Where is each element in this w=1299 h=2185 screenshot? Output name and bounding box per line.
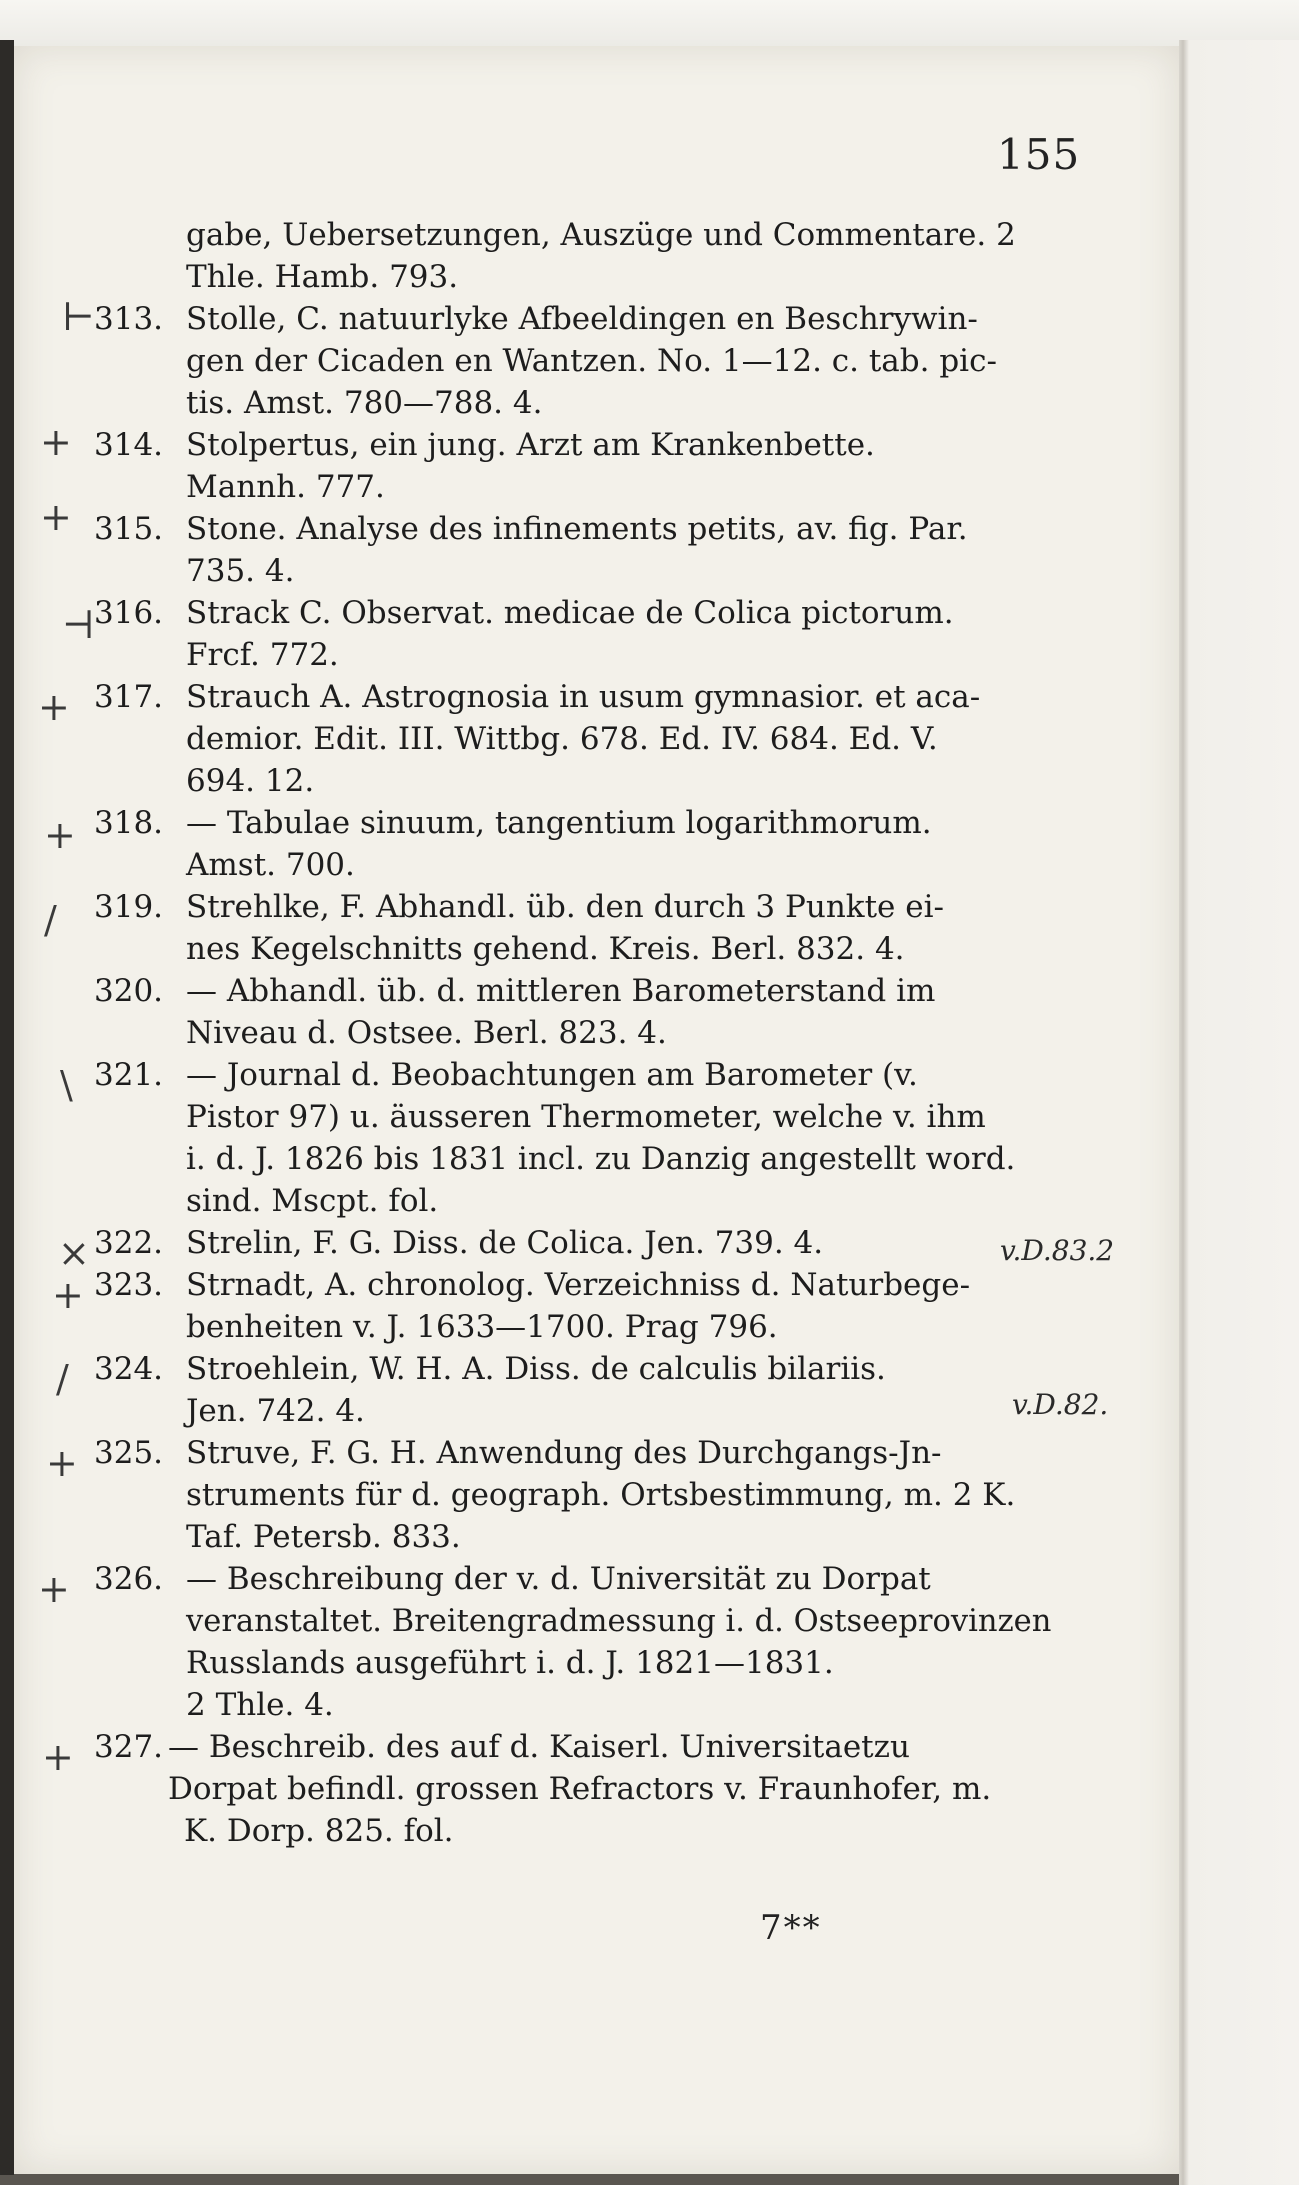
entry-text: Dorpat befindl. grossen Refractors v. Fraunhofer, m.	[168, 1771, 992, 1807]
margin-cross-mark: +	[40, 495, 72, 539]
margin-cross-mark: \	[60, 1063, 73, 1107]
entry-text: 694. 12.	[186, 763, 315, 799]
entry-text: Russlands ausgeführt i. d. J. 1821—1831.	[186, 1645, 834, 1681]
entry-number: 314.	[94, 427, 164, 463]
entry-text: Niveau d. Ostsee. Berl. 823. 4.	[186, 1015, 667, 1051]
entry-text: gabe, Uebersetzungen, Auszüge und Commentare. 2	[186, 217, 1016, 253]
entry-text: Strnadt, A. chronolog. Verzeichniss d. Naturbege-	[186, 1267, 971, 1303]
entry-text: Taf. Petersb. 833.	[186, 1519, 461, 1555]
entry-text: i. d. J. 1826 bis 1831 incl. zu Danzig angestellt word.	[186, 1141, 1016, 1177]
signature-mark: 7**	[760, 1908, 822, 1948]
entry-text: benheiten v. J. 1633—1700. Prag 796.	[186, 1309, 778, 1345]
entry-number: 323.	[94, 1267, 164, 1303]
entry-text: veranstaltet. Breitengradmessung i. d. Ostseeprovinzen	[186, 1603, 1052, 1639]
margin-cross-mark: ×	[58, 1231, 90, 1275]
page-right-edge	[1179, 40, 1299, 2185]
margin-cross-mark: +	[52, 1273, 84, 1317]
page-top-edge	[0, 0, 1299, 46]
margin-cross-mark: +	[38, 685, 70, 729]
entry-number: 313.	[94, 301, 164, 337]
entry-text: — Beschreib. des auf d. Kaiserl. Universitaetzu	[168, 1729, 910, 1765]
entry-number: 325.	[94, 1435, 164, 1471]
entry-text: Struve, F. G. H. Anwendung des Durchgangs-Jn-	[186, 1435, 942, 1471]
entry-text: Strehlke, F. Abhandl. üb. den durch 3 Punkte ei-	[186, 889, 944, 925]
entry-text: — Journal d. Beobachtungen am Barometer (v.	[186, 1057, 918, 1093]
entry-number: 317.	[94, 679, 164, 715]
entry-text: Frcf. 772.	[186, 637, 339, 673]
entry-text: 735. 4.	[186, 553, 295, 589]
entry-number: 324.	[94, 1351, 164, 1387]
margin-cross-mark: +	[46, 1441, 78, 1485]
entry-number: 316.	[94, 595, 164, 631]
entry-text: Strauch A. Astrognosia in usum gymnasior. et aca-	[186, 679, 981, 715]
margin-cross-mark: ⊢	[62, 295, 95, 339]
entry-number: 322.	[94, 1225, 164, 1261]
margin-cross-mark: /	[56, 1357, 69, 1401]
entry-text: Stone. Analyse des infinements petits, av. fig. Par.	[186, 511, 968, 547]
entry-number: 326.	[94, 1561, 164, 1597]
entry-text: Stolle, C. natuurlyke Afbeeldingen en Beschrywin-	[186, 301, 978, 337]
margin-cross-mark: +	[42, 1735, 74, 1779]
entry-number: 321.	[94, 1057, 164, 1093]
entry-number: 319.	[94, 889, 164, 925]
entry-text: K. Dorp. 825. fol.	[184, 1813, 454, 1849]
entry-number: 320.	[94, 973, 164, 1009]
entry-text: Pistor 97) u. äusseren Thermometer, welche v. ihm	[186, 1099, 986, 1135]
entry-number: 315.	[94, 511, 164, 547]
entry-text: demior. Edit. III. Wittbg. 678. Ed. IV. 684. Ed. V.	[186, 721, 938, 757]
book-binding	[0, 40, 14, 2175]
entry-text: Amst. 700.	[186, 847, 355, 883]
entry-text: 2 Thle. 4.	[186, 1687, 334, 1723]
entry-text: — Abhandl. üb. d. mittleren Barometerstand im	[186, 973, 936, 1009]
margin-cross-mark: +	[38, 1567, 70, 1611]
entry-text: gen der Cicaden en Wantzen. No. 1—12. c. tab. pic-	[186, 343, 997, 379]
entry-text: — Tabulae sinuum, tangentium logarithmorum.	[186, 805, 932, 841]
entry-text: Jen. 742. 4.	[186, 1393, 365, 1429]
entry-text: tis. Amst. 780—788. 4.	[186, 385, 543, 421]
margin-cross-mark: ⊣	[62, 603, 95, 647]
handwritten-annotation: v.D.83.2	[1000, 1234, 1115, 1267]
margin-cross-mark: /	[44, 898, 57, 942]
entry-text: Stolpertus, ein jung. Arzt am Krankenbette.	[186, 427, 875, 463]
entry-text: — Beschreibung der v. d. Universität zu Dorpat	[186, 1561, 931, 1597]
entry-text: Stroehlein, W. H. A. Diss. de calculis bilariis.	[186, 1351, 886, 1387]
entry-text: sind. Mscpt. fol.	[186, 1183, 439, 1219]
margin-cross-mark: +	[44, 813, 76, 857]
entry-number: 327.	[94, 1729, 164, 1765]
entry-text: Thle. Hamb. 793.	[186, 259, 459, 295]
entry-text: nes Kegelschnitts gehend. Kreis. Berl. 832. 4.	[186, 931, 905, 967]
handwritten-annotation: v.D.82.	[1012, 1388, 1109, 1421]
entry-text: Strelin, F. G. Diss. de Colica. Jen. 739. 4.	[186, 1225, 824, 1261]
margin-cross-mark: +	[40, 420, 72, 464]
entry-text: Strack C. Observat. medicae de Colica pictorum.	[186, 595, 954, 631]
entry-text: Mannh. 777.	[186, 469, 385, 505]
entry-text: struments für d. geograph. Ortsbestimmung, m. 2 K.	[186, 1477, 1016, 1513]
entry-number: 318.	[94, 805, 164, 841]
page-number: 155	[997, 130, 1081, 179]
